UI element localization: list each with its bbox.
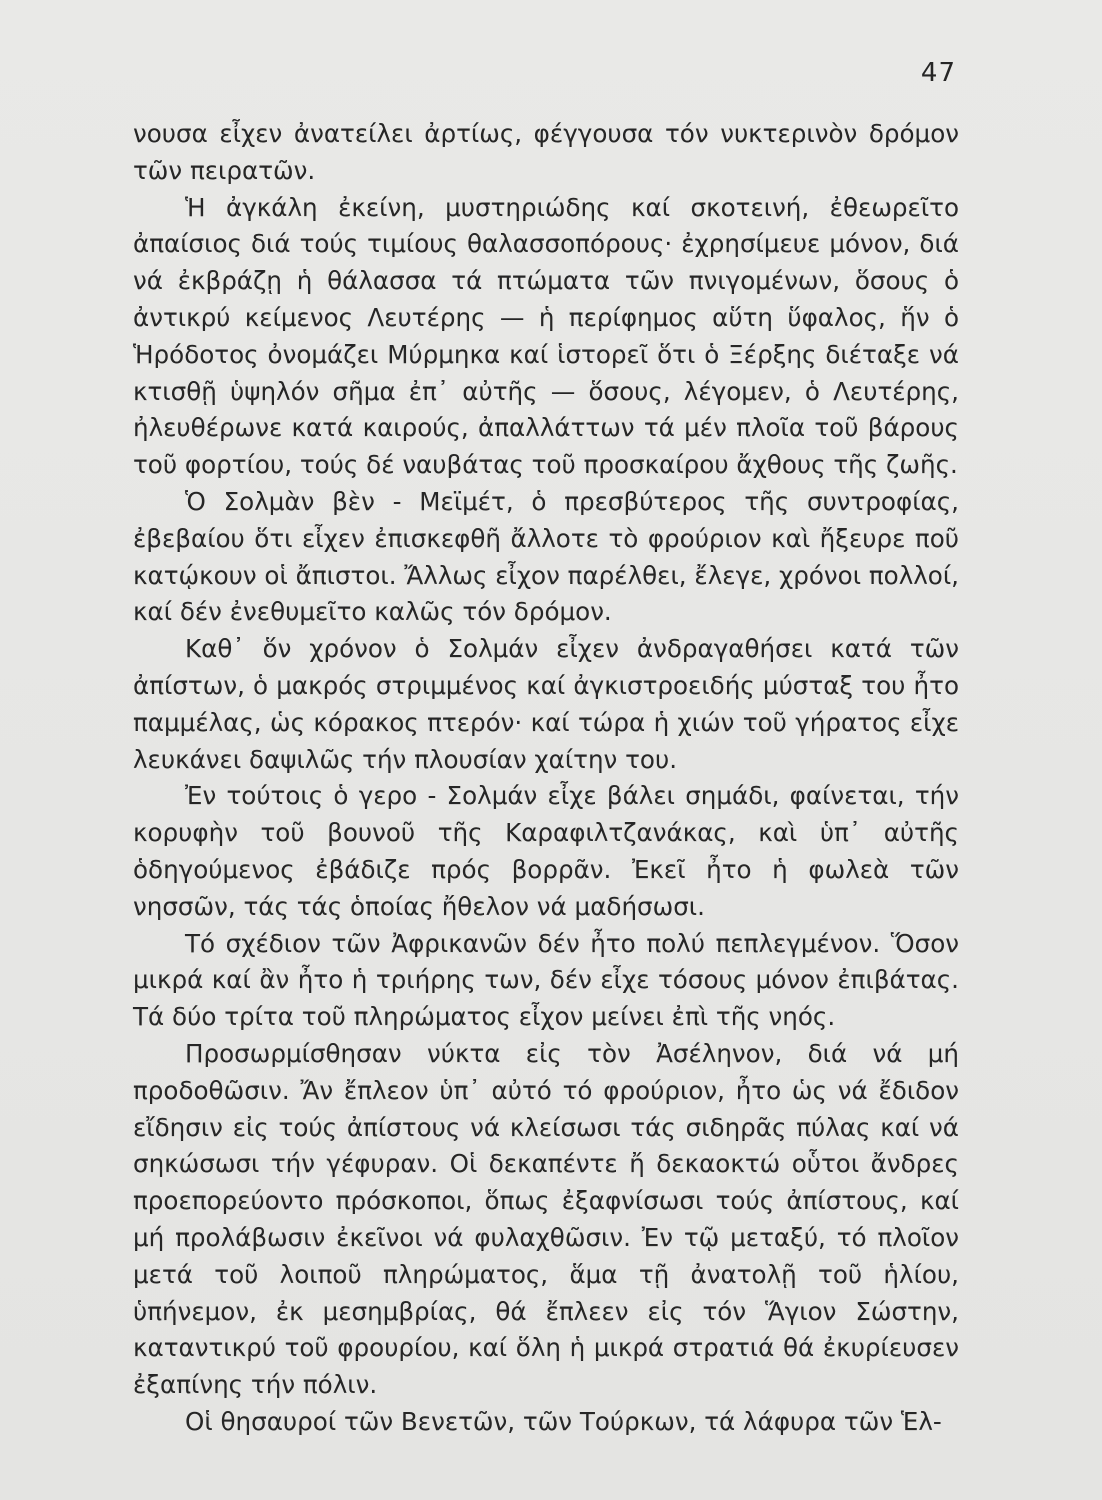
paragraph: Ὁ Σολμὰν βὲν - Μεϊμέτ, ὁ πρεσβύτερος τῆς συντροφίας, ἐβεβαίου ὅτι εἶχεν ἐπισκεφθῆ ἄλλοτε τὸ φρούριον καὶ ἤξευρε ποῦ κατῴκουν οἱ ἄπιστοι. Ἄλλως εἶχον παρέλθει, ἔλεγε, χρόνοι πολλοί, καί δέν ἐνεθυμεῖτο καλῶς τόν δρόμον.	[133, 486, 959, 627]
paragraph: Προσωρμίσθησαν νύκτα εἰς τὸν Ἀσέληνον, διά νά μή προδοθῶσιν. Ἄν ἔπλεον ὑπ᾿ αὐτό τό φρούριον, ἦτο ὡς νά ἔδιδον εἴδησιν εἰς τούς ἀπίστους νά κλείσωσι τάς σιδηρᾶς πύλας καί νά σηκώσωσι τήν γέφυραν. Οἱ δεκαπέντε ἤ δεκαοκτώ οὗτοι ἄνδρες προεπορεύοντο πρόσκοποι, ὅπως ἐξαφνίσωσι τούς ἀπίστους, καί μή προλάβωσιν ἐκεῖνοι νά φυλαχθῶσιν. Ἐν τῷ μεταξύ, τό πλοῖον μετά τοῦ λοιποῦ πληρώματος, ἅμα τῇ ἀνατολῇ τοῦ ἡλίου, ὑπήνεμον, ἐκ μεσημβρίας, θά ἔπλεεν εἰς τόν Ἅγιον Σώστην, καταντικρύ τοῦ φρουρίου, καί ὅλη ἡ μικρά στρατιά θά ἐκυρίευσεν ἐξαπίνης τήν πόλιν.	[133, 1038, 959, 1400]
body-text	[133, 116, 959, 1441]
paragraph: Οἱ θησαυροί τῶν Βενετῶν, τῶν Τούρκων, τά λάφυρα τῶν Ἑλ-	[185, 1406, 942, 1436]
paragraph: Ἐν τούτοις ὁ γερο - Σολμάν εἶχε βάλει σημάδι, φαίνεται, τήν κορυφὴν τοῦ βουνοῦ τῆς Καραφιλτζανάκας, καὶ ὑπ᾿ αὐτῆς ὁδηγούμενος ἐβάδιζε πρός βορρᾶν. Ἐκεῖ ἦτο ἡ φωλεὰ τῶν νησσῶν, τάς τάς ὁποίας ἤθελον νά μαδήσωσι.	[133, 781, 959, 921]
page-number: 47	[920, 58, 956, 88]
paragraph-continuation: νουσα εἶχεν ἀνατείλει ἀρτίως, φέγγουσα τόν νυκτερινὸν δρόμον τῶν πειρατῶν.	[133, 119, 959, 185]
paragraph: Τό σχέδιον τῶν Ἀφρικανῶν δέν ἦτο πολύ πεπλεγμένον. Ὅσον μικρά καί ἂν ἦτο ἡ τριήρης των, δέν εἶχε τόσους μόνον ἐπιβάτας. Τά δύο τρίτα τοῦ πληρώματος εἶχον μείνει ἐπὶ τῆς νηός.	[133, 928, 959, 1032]
paragraph: Ἡ ἀγκάλη ἐκείνη, μυστηριώδης καί σκοτεινή, ἐθεωρεῖτο ἀπαίσιος διά τούς τιμίους θαλασσοπόρους· ἐχρησίμευε μόνον, διά νά ἐκβράζῃ ἡ θάλασσα τά πτώματα τῶν πνιγομένων, ὅσους ὁ ἀντικρύ κείμενος Λευτέρης — ἡ περίφημος αὕτη ὕφαλος, ἥν ὁ Ἡρόδοτος ὀνομάζει Μύρμηκα καί ἱστορεῖ ὅτι ὁ Ξέρξης διέταξε νά κτισθῇ ὑψηλόν σῆμα ἐπ᾿ αὐτῆς — ὅσους, λέγομεν, ὁ Λευτέρης, ἠλευθέρωνε κατά καιρούς, ἀπαλλάττων τά μέν πλοῖα τοῦ βάρους τοῦ φορτίου, τούς δέ ναυβάτας τοῦ προσκαίρου ἄχθους τῆς ζωῆς.	[133, 192, 959, 480]
paragraph: Καθ᾿ ὅν χρόνον ὁ Σολμάν εἶχεν ἀνδραγαθήσει κατά τῶν ἀπίστων, ὁ μακρός στριμμένος καί ἀγκιστροειδής μύσταξ του ἦτο παμμέλας, ὡς κόρακος πτερόν· καί τώρα ἡ χιών τοῦ γήρατος εἶχε λευκάνει δαψιλῶς τήν πλουσίαν χαίτην του.	[133, 634, 959, 774]
